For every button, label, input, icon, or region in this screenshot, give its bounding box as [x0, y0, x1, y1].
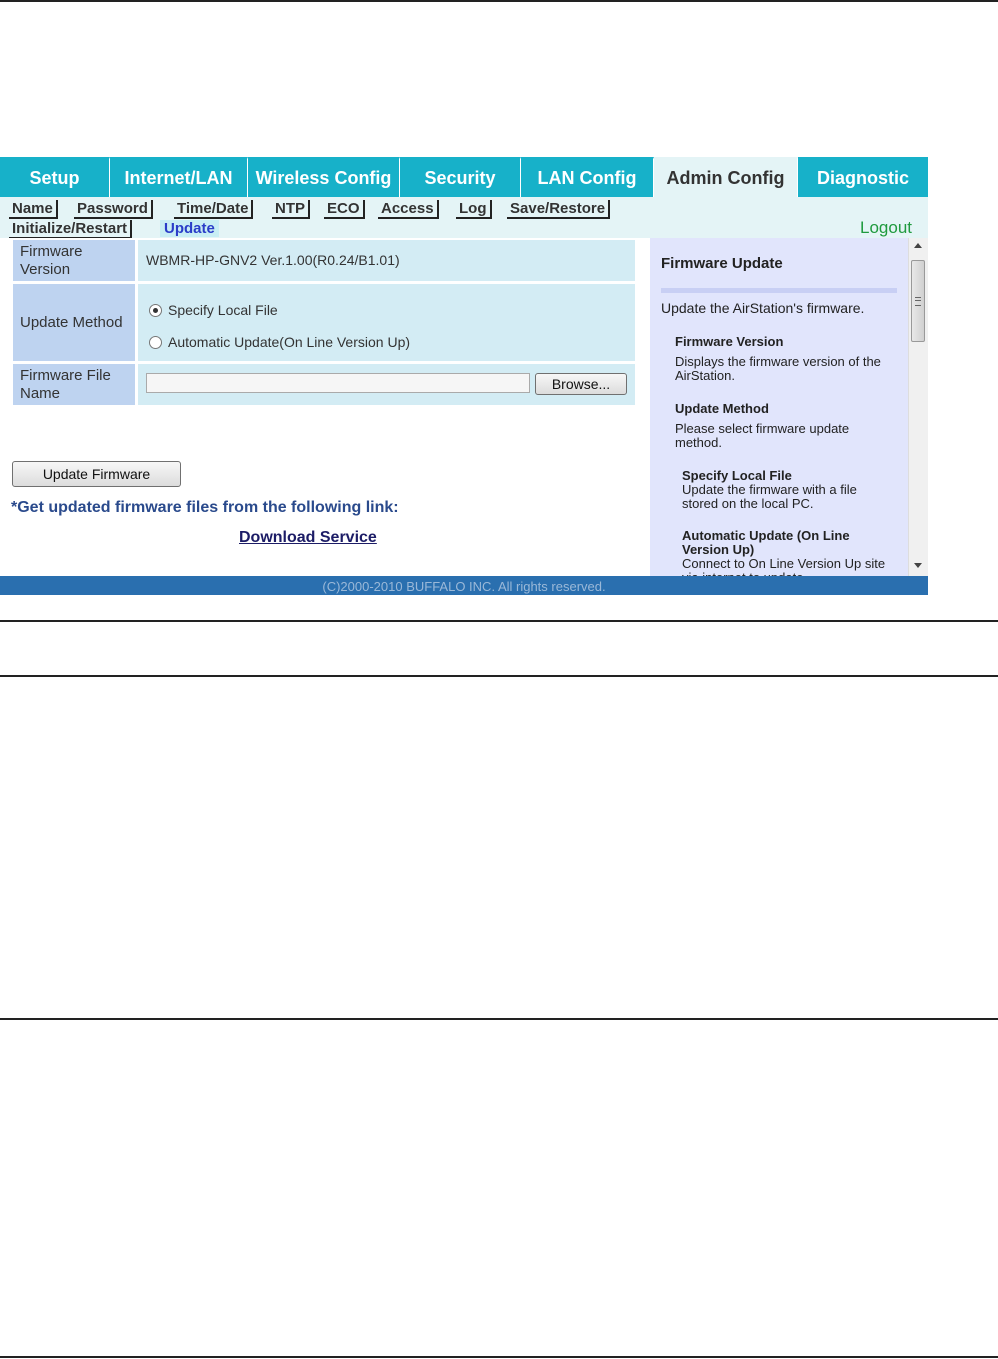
- tab-wireless-config[interactable]: Wireless Config: [248, 157, 400, 197]
- router-admin-screenshot: [0, 157, 928, 595]
- page-rule-bottom: [0, 1356, 998, 1358]
- firmware-version-text: WBMR-HP-GNV2 Ver.1.00(R0.24/B1.01): [146, 252, 400, 268]
- firmware-update-form: [0, 238, 650, 576]
- help-intro: Update the AirStation's firmware.: [661, 300, 865, 316]
- tab-admin-config[interactable]: Admin Config: [654, 157, 798, 197]
- help-scrollbar[interactable]: [908, 238, 928, 576]
- radio-unselected-icon: [149, 336, 162, 349]
- help-pane: [650, 238, 908, 576]
- firmware-file-label: Firmware File Name: [13, 364, 135, 405]
- firmware-version-row: [13, 240, 635, 281]
- page-rule-top: [0, 0, 998, 2]
- subtab-update[interactable]: Update: [160, 220, 219, 237]
- subtab-initialize-restart[interactable]: Initialize/Restart: [9, 220, 132, 239]
- logout-link[interactable]: Logout: [860, 218, 912, 237]
- help-local-heading: Specify Local File: [682, 468, 792, 483]
- main-tab-bar: [0, 157, 928, 197]
- firmware-file-row: [13, 364, 635, 405]
- subtab-save-restore[interactable]: Save/Restore: [507, 200, 610, 219]
- subtab-ntp[interactable]: NTP: [272, 200, 310, 219]
- update-method-label: Update Method: [13, 284, 135, 361]
- help-title: Firmware Update: [661, 255, 783, 272]
- page-rule: [0, 1018, 998, 1020]
- firmware-version-label: Firmware Version: [13, 240, 135, 281]
- firmware-file-controls: [138, 364, 635, 405]
- update-method-options: [138, 284, 635, 361]
- help-method-text: Please select firmware update method.: [675, 421, 850, 450]
- scroll-grip-icon: [915, 297, 921, 306]
- radio-specify-local-file[interactable]: [149, 302, 278, 318]
- subtab-access[interactable]: Access: [378, 200, 439, 219]
- firmware-file-input[interactable]: [146, 373, 530, 393]
- tab-internet-lan[interactable]: Internet/LAN: [110, 157, 248, 197]
- firmware-link-note: *Get updated firmware files from the following link:: [11, 499, 399, 516]
- update-firmware-button[interactable]: Update Firmware: [12, 461, 181, 487]
- subtab-password[interactable]: Password: [74, 200, 153, 219]
- help-version-text: Displays the firmware version of the AirStation.: [675, 354, 881, 383]
- radio-label-local: Specify Local File: [168, 302, 278, 318]
- browse-button[interactable]: Browse...: [535, 373, 627, 395]
- tab-security[interactable]: Security: [400, 157, 521, 197]
- radio-automatic-update[interactable]: [149, 334, 410, 350]
- subtab-time-date[interactable]: Time/Date: [174, 200, 253, 219]
- tab-setup[interactable]: Setup: [0, 157, 110, 197]
- help-version-heading: Firmware Version: [675, 334, 784, 349]
- subtab-name[interactable]: Name: [9, 200, 58, 219]
- scroll-thumb[interactable]: [911, 260, 925, 342]
- page-rule: [0, 620, 998, 622]
- radio-selected-icon: [149, 304, 162, 317]
- copyright-footer: (C)2000-2010 BUFFALO INC. All rights reserved.: [0, 576, 928, 595]
- tab-diagnostic[interactable]: Diagnostic: [798, 157, 928, 197]
- tab-lan-config[interactable]: LAN Config: [521, 157, 654, 197]
- subtab-eco[interactable]: ECO: [324, 200, 365, 219]
- scroll-up-arrow-icon[interactable]: [914, 243, 922, 248]
- download-service-link[interactable]: Download Service: [239, 529, 377, 546]
- subtab-log[interactable]: Log: [456, 200, 492, 219]
- help-auto-heading: Automatic Update (On Line Version Up): [682, 528, 850, 557]
- sub-navigation: [0, 197, 928, 238]
- update-method-row: [13, 284, 635, 361]
- firmware-version-value: [138, 240, 635, 281]
- help-method-heading: Update Method: [675, 401, 769, 416]
- scroll-down-arrow-icon[interactable]: [914, 563, 922, 568]
- help-divider: [661, 288, 897, 293]
- page-rule: [0, 675, 998, 677]
- help-auto-text: Connect to On Line Version Up site: [682, 556, 886, 571]
- help-local-text: Update the firmware with a file stored on the local PC.: [682, 482, 857, 511]
- radio-label-auto: Automatic Update(On Line Version Up): [168, 334, 411, 350]
